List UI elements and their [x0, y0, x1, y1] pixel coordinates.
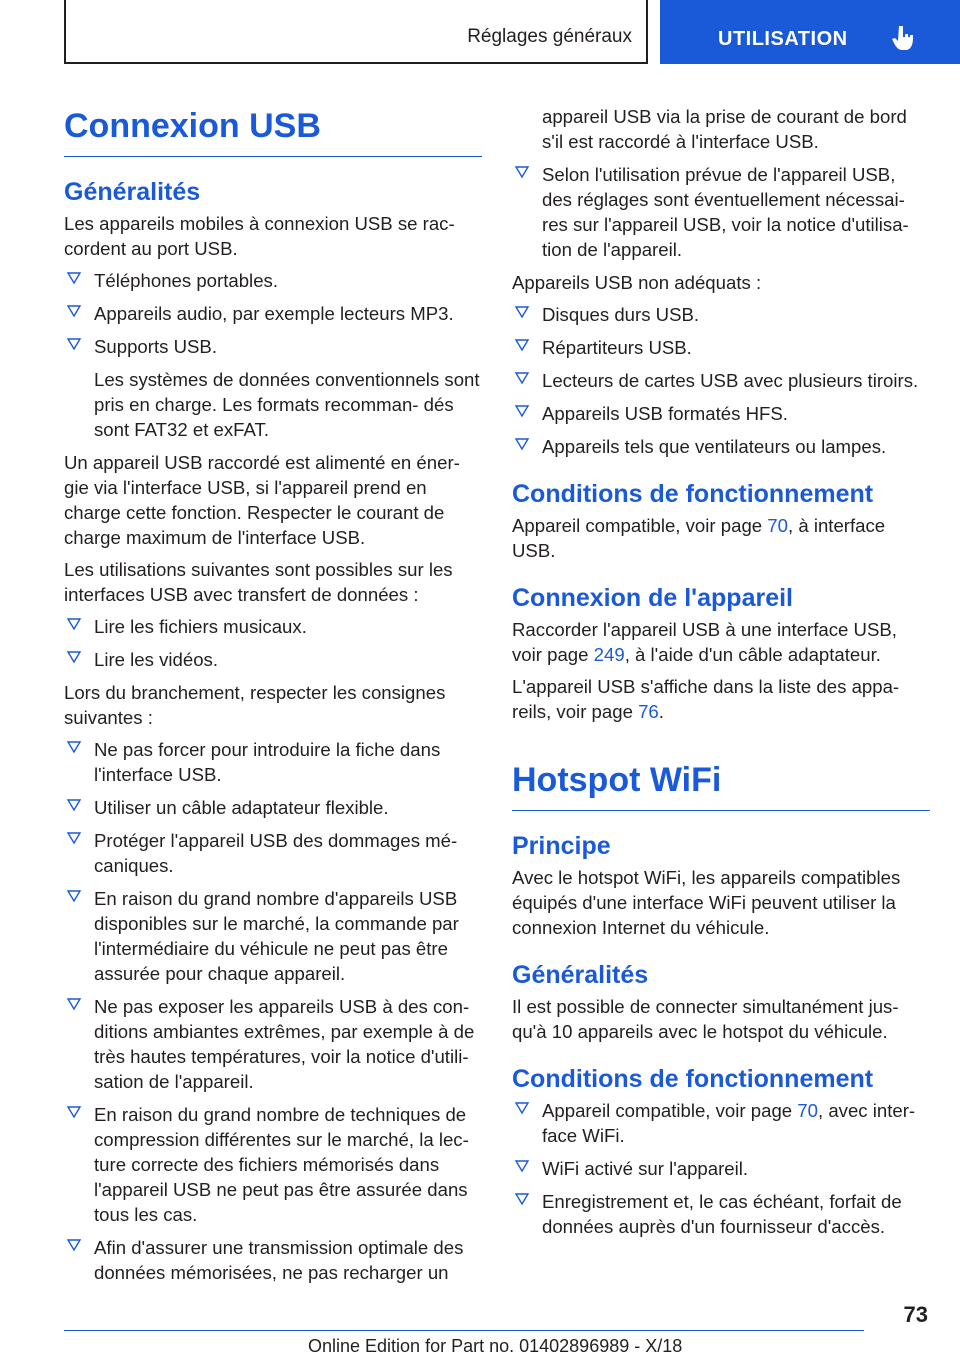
triangle-bullet-icon — [66, 336, 82, 352]
triangle-bullet-icon — [66, 303, 82, 319]
triangle-bullet-icon — [66, 1237, 82, 1253]
page-link[interactable]: 70 — [797, 1100, 818, 1121]
list-item-text: Afin d'assurer une transmission optimale des données mémorisées, ne pas recharger un — [94, 1237, 464, 1283]
triangle-bullet-icon — [514, 1158, 530, 1174]
paragraph: Un appareil USB raccordé est alimenté en éner- gie via l'interface USB, si l'appareil prend en charge cette fonction. Respecter le courant de charge maximum de l'interface USB. — [64, 452, 460, 548]
triangle-bullet-icon — [514, 370, 530, 386]
triangle-bullet-icon — [514, 304, 530, 320]
list-item-text: Appareils USB formatés HFS. — [542, 403, 788, 424]
list-item — [64, 1235, 482, 1285]
text: Appareil compatible, voir page — [512, 515, 768, 536]
bullet-list — [64, 614, 482, 672]
heading-wifi-hotspot: Hotspot WiFi — [512, 746, 930, 811]
list-item-text: Supports USB. — [94, 336, 217, 357]
list-item — [64, 614, 482, 639]
list-item-text: En raison du grand nombre de techniques de compression différentes sur le marché, la lec- ture correcte des fichiers mémorisés dans l'appareil USB ne peut pas être assurée dans tous les cas. — [94, 1104, 469, 1225]
list-item — [64, 268, 482, 293]
edition-note: Online Edition for Part no. 01402896989 - X/18 — [308, 1336, 683, 1356]
triangle-bullet-icon — [66, 797, 82, 813]
bullet-list — [64, 737, 482, 1285]
list-item — [512, 1098, 930, 1148]
list-item-text: Appareils audio, par exemple lecteurs MP3. — [94, 303, 454, 324]
list-item — [512, 1156, 930, 1181]
heading-principle: Principe — [512, 832, 611, 860]
heading-operating-conditions: Conditions de fonctionnement — [512, 480, 874, 508]
list-item — [64, 301, 482, 326]
paragraph — [512, 513, 930, 563]
pointing-hand-icon — [888, 22, 920, 54]
right-column — [512, 104, 930, 1247]
list-item — [512, 162, 930, 262]
list-item — [512, 401, 930, 426]
page-link[interactable]: 249 — [593, 644, 625, 665]
list-item — [64, 1102, 482, 1227]
list-item-text: Lecteurs de cartes USB avec plusieurs tiroirs. — [542, 370, 919, 391]
left-column — [64, 92, 482, 1293]
bullet-list — [64, 268, 482, 442]
list-item — [64, 828, 482, 878]
chapter-tab[interactable] — [660, 0, 960, 64]
triangle-bullet-icon — [66, 739, 82, 755]
list-item — [512, 302, 930, 327]
page-link[interactable]: 70 — [767, 515, 788, 536]
heading-operating-conditions: Conditions de fonctionnement — [512, 1065, 874, 1093]
triangle-bullet-icon — [66, 616, 82, 632]
bullet-list — [512, 104, 930, 262]
text: . — [658, 701, 664, 722]
page-link[interactable]: 76 — [638, 701, 659, 722]
bullet-list — [512, 1098, 930, 1239]
list-item — [64, 994, 482, 1094]
list-item-text: Téléphones portables. — [94, 270, 278, 291]
paragraph — [512, 617, 930, 667]
triangle-bullet-icon — [514, 1100, 530, 1116]
triangle-bullet-icon — [66, 996, 82, 1012]
list-item-text: En raison du grand nombre d'appareils USB disponibles sur le marché, la commande par l'intermédiaire du véhicule ne peut pas être assurée pour chaque appareil. — [94, 888, 459, 984]
list-item-text: , avec inter- face WiFi. — [542, 1100, 916, 1146]
paragraph: Avec le hotspot WiFi, les appareils compatibles équipés d'une interface WiFi peuvent utiliser la connexion Internet du véhicule. — [512, 867, 901, 938]
list-item — [512, 434, 930, 459]
triangle-bullet-icon — [66, 1104, 82, 1120]
list-item — [512, 335, 930, 360]
paragraph: Il est possible de connecter simultanément jus- qu'à 10 appareils avec le hotspot du véhicule. — [512, 996, 899, 1042]
heading-device-connection: Connexion de l'appareil — [512, 584, 793, 612]
list-item — [64, 886, 482, 986]
paragraph: Les utilisations suivantes sont possibles sur les interfaces USB avec transfert de données : — [64, 559, 453, 605]
paragraph: Lors du branchement, respecter les consignes suivantes : — [64, 682, 446, 728]
header-section-box — [64, 0, 648, 64]
list-item-text: Protéger l'appareil USB des dommages mé- caniques. — [94, 830, 458, 876]
heading-usb-connection: Connexion USB — [64, 92, 482, 157]
heading-general: Généralités — [64, 178, 201, 206]
footer-divider — [64, 1330, 864, 1331]
list-item — [64, 795, 482, 820]
triangle-bullet-icon — [66, 830, 82, 846]
paragraph: Appareils USB non adéquats : — [512, 272, 762, 293]
list-item-text: Selon l'utilisation prévue de l'appareil USB, des réglages sont éventuellement nécessai- res sur l'appareil USB, voir la notice d'utilisa- tion de l'appareil. — [542, 164, 909, 260]
list-item-text: Appareil compatible, voir page — [542, 1100, 798, 1121]
list-item-text: Utiliser un câble adaptateur flexible. — [94, 797, 389, 818]
text: L'appareil USB s'affiche dans la liste des appa- reils, voir page — [512, 676, 900, 722]
triangle-bullet-icon — [514, 337, 530, 353]
triangle-bullet-icon — [514, 164, 530, 180]
list-item-text: Enregistrement et, le cas échéant, forfait de données auprès d'un fournisseur d'accès. — [542, 1191, 902, 1237]
list-item-text: Lire les vidéos. — [94, 649, 219, 670]
text: , à l'aide d'un câble adaptateur. — [624, 644, 881, 665]
list-item — [64, 737, 482, 787]
list-item — [512, 368, 930, 393]
triangle-bullet-icon — [514, 403, 530, 419]
heading-general: Généralités — [512, 961, 649, 989]
list-item-text: Répartiteurs USB. — [542, 337, 692, 358]
bullet-list — [512, 302, 930, 459]
list-item-text: Ne pas exposer les appareils USB à des con- ditions ambiantes extrêmes, par exemple à de très hautes températures, voir la notice d'utili- sation de l'appareil. — [94, 996, 475, 1092]
chapter-label: UTILISATION — [718, 28, 848, 50]
section-title: Réglages généraux — [467, 26, 632, 47]
list-item-text: Disques durs USB. — [542, 304, 700, 325]
list-item — [64, 647, 482, 672]
triangle-bullet-icon — [66, 270, 82, 286]
triangle-bullet-icon — [514, 1191, 530, 1207]
paragraph: Les appareils mobiles à connexion USB se rac- cordent au port USB. — [64, 213, 455, 259]
list-item — [64, 334, 482, 442]
list-item-text: Appareils tels que ventilateurs ou lampes. — [542, 436, 887, 457]
paragraph — [512, 674, 930, 724]
list-item-continued — [512, 104, 930, 154]
triangle-bullet-icon — [514, 436, 530, 452]
list-item-detail: Les systèmes de données conventionnels sont pris en charge. Les formats recomman- dés sont FAT32 et exFAT. — [94, 369, 480, 440]
list-item-text: Lire les fichiers musicaux. — [94, 616, 307, 637]
triangle-bullet-icon — [66, 888, 82, 904]
list-item-text: appareil USB via la prise de courant de bord s'il est raccordé à l'interface USB. — [542, 106, 907, 152]
text: , à interface USB. — [512, 515, 886, 561]
text: Raccorder l'appareil USB à une interface USB, voir page — [512, 619, 897, 665]
list-item — [512, 1189, 930, 1239]
page-number: 73 — [903, 1302, 928, 1327]
list-item-text: WiFi activé sur l'appareil. — [542, 1158, 749, 1179]
triangle-bullet-icon — [66, 649, 82, 665]
list-item-text: Ne pas forcer pour introduire la fiche dans l'interface USB. — [94, 739, 441, 785]
